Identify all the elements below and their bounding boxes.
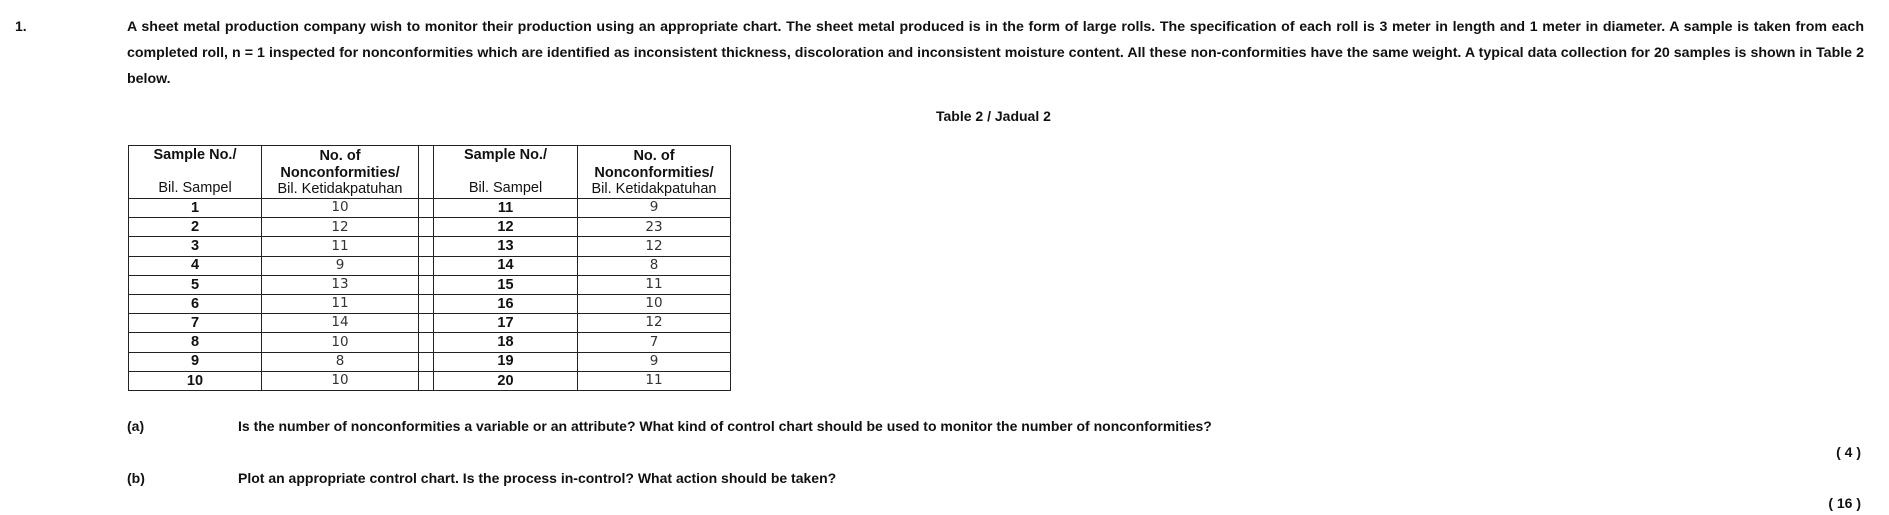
table-row <box>129 294 731 313</box>
sample-number: 2 <box>129 218 262 237</box>
nonconformity-count: 11 <box>262 237 419 256</box>
header-sample-ms: Bil. Sampel <box>468 179 543 196</box>
nonconformity-count: 14 <box>262 314 419 333</box>
gap-cell <box>419 256 434 275</box>
sample-number: 9 <box>129 352 262 371</box>
nonconformity-count: 9 <box>578 352 731 371</box>
sample-number: 10 <box>129 371 262 390</box>
part-b-label: (b) <box>127 470 145 486</box>
sample-number: 19 <box>434 352 578 371</box>
nonconformity-count: 9 <box>262 256 419 275</box>
question-number: 1. <box>15 18 27 34</box>
sample-number: 3 <box>129 237 262 256</box>
sample-number: 15 <box>434 275 578 294</box>
nonconformity-count: 10 <box>262 371 419 390</box>
nonconformity-count: 10 <box>262 333 419 352</box>
gap-cell <box>419 199 434 218</box>
table-row <box>129 256 731 275</box>
nonconformity-count: 10 <box>578 294 731 313</box>
nonconformity-count: 8 <box>262 352 419 371</box>
sample-number: 4 <box>129 256 262 275</box>
header-gap <box>419 146 434 199</box>
sample-number: 5 <box>129 275 262 294</box>
table-row <box>129 333 731 352</box>
table-caption: Table 2 / Jadual 2 <box>936 108 1051 124</box>
sample-number: 7 <box>129 314 262 333</box>
question-intro: A sheet metal production company wish to monitor their production using an appropriate chart. The sheet metal produced is in the form of large rolls. The specification of each roll is 3 meter in length and 1 meter in diameter. A sample is taken from each completed roll, n = 1 inspected for nonconformities which are identified as inconsistent thickness, discoloration and inconsistent moisture content. All these non-conformities have the same weight. A typical data collection for 20 samples is shown in Table 2 below. <box>127 19 1864 87</box>
part-b-question: Plot an appropriate control chart. Is the process in-control? What action should be taken? <box>238 470 837 486</box>
part-b-marks: ( 16 ) <box>1828 495 1861 511</box>
sample-number: 17 <box>434 314 578 333</box>
gap-cell <box>419 237 434 256</box>
part-a-question: Is the number of nonconformities a variable or an attribute? What kind of control chart should be used to monitor the number of nonconformities? <box>238 418 1212 434</box>
sample-number: 20 <box>434 371 578 390</box>
table-header-row <box>129 146 731 199</box>
nonconformity-count: 12 <box>578 314 731 333</box>
sample-number: 6 <box>129 294 262 313</box>
nonconformity-count: 11 <box>578 275 731 294</box>
sample-number: 1 <box>129 199 262 218</box>
sample-number: 12 <box>434 218 578 237</box>
nonconformity-count: 9 <box>578 199 731 218</box>
gap-cell <box>419 275 434 294</box>
part-a-marks: ( 4 ) <box>1836 444 1861 460</box>
sample-number: 18 <box>434 333 578 352</box>
nonconformity-count: 11 <box>262 294 419 313</box>
nonconformity-count: 12 <box>578 237 731 256</box>
table-row <box>129 352 731 371</box>
sample-number: 16 <box>434 294 578 313</box>
sample-number: 13 <box>434 237 578 256</box>
gap-cell <box>419 333 434 352</box>
header-sample-ms: Bil. Sampel <box>158 179 232 196</box>
header-nonconformities-2 <box>578 146 731 199</box>
table-row <box>129 237 731 256</box>
header-sample-en: Sample No./ <box>464 147 547 163</box>
header-sample-no-2 <box>434 146 578 199</box>
header-sample-no-1 <box>129 146 262 199</box>
header-nc-ms: Bil. Ketidakpatuhan <box>277 181 403 197</box>
gap-cell <box>419 371 434 390</box>
header-nonconformities-1 <box>262 146 419 199</box>
nonconformity-count: 8 <box>578 256 731 275</box>
nonconformity-count: 12 <box>262 218 419 237</box>
part-a-label: (a) <box>127 418 145 434</box>
sample-number: 14 <box>434 256 578 275</box>
header-nc-en: No. of Nonconformities/ <box>280 148 400 181</box>
nonconformity-count: 13 <box>262 275 419 294</box>
nonconformity-count: 7 <box>578 333 731 352</box>
gap-cell <box>419 314 434 333</box>
table-row <box>129 275 731 294</box>
header-nc-en: No. of Nonconformities/ <box>594 148 714 181</box>
nonconformity-count: 11 <box>578 371 731 390</box>
header-sample-en: Sample No./ <box>153 147 237 163</box>
gap-cell <box>419 218 434 237</box>
gap-cell <box>419 352 434 371</box>
sample-number: 8 <box>129 333 262 352</box>
data-table <box>128 145 731 391</box>
table-row <box>129 199 731 218</box>
header-nc-ms: Bil. Ketidakpatuhan <box>591 181 717 197</box>
gap-cell <box>419 294 434 313</box>
table-row <box>129 218 731 237</box>
table-row <box>129 314 731 333</box>
nonconformity-count: 23 <box>578 218 731 237</box>
sample-number: 11 <box>434 199 578 218</box>
table-row <box>129 371 731 390</box>
nonconformity-count: 10 <box>262 199 419 218</box>
